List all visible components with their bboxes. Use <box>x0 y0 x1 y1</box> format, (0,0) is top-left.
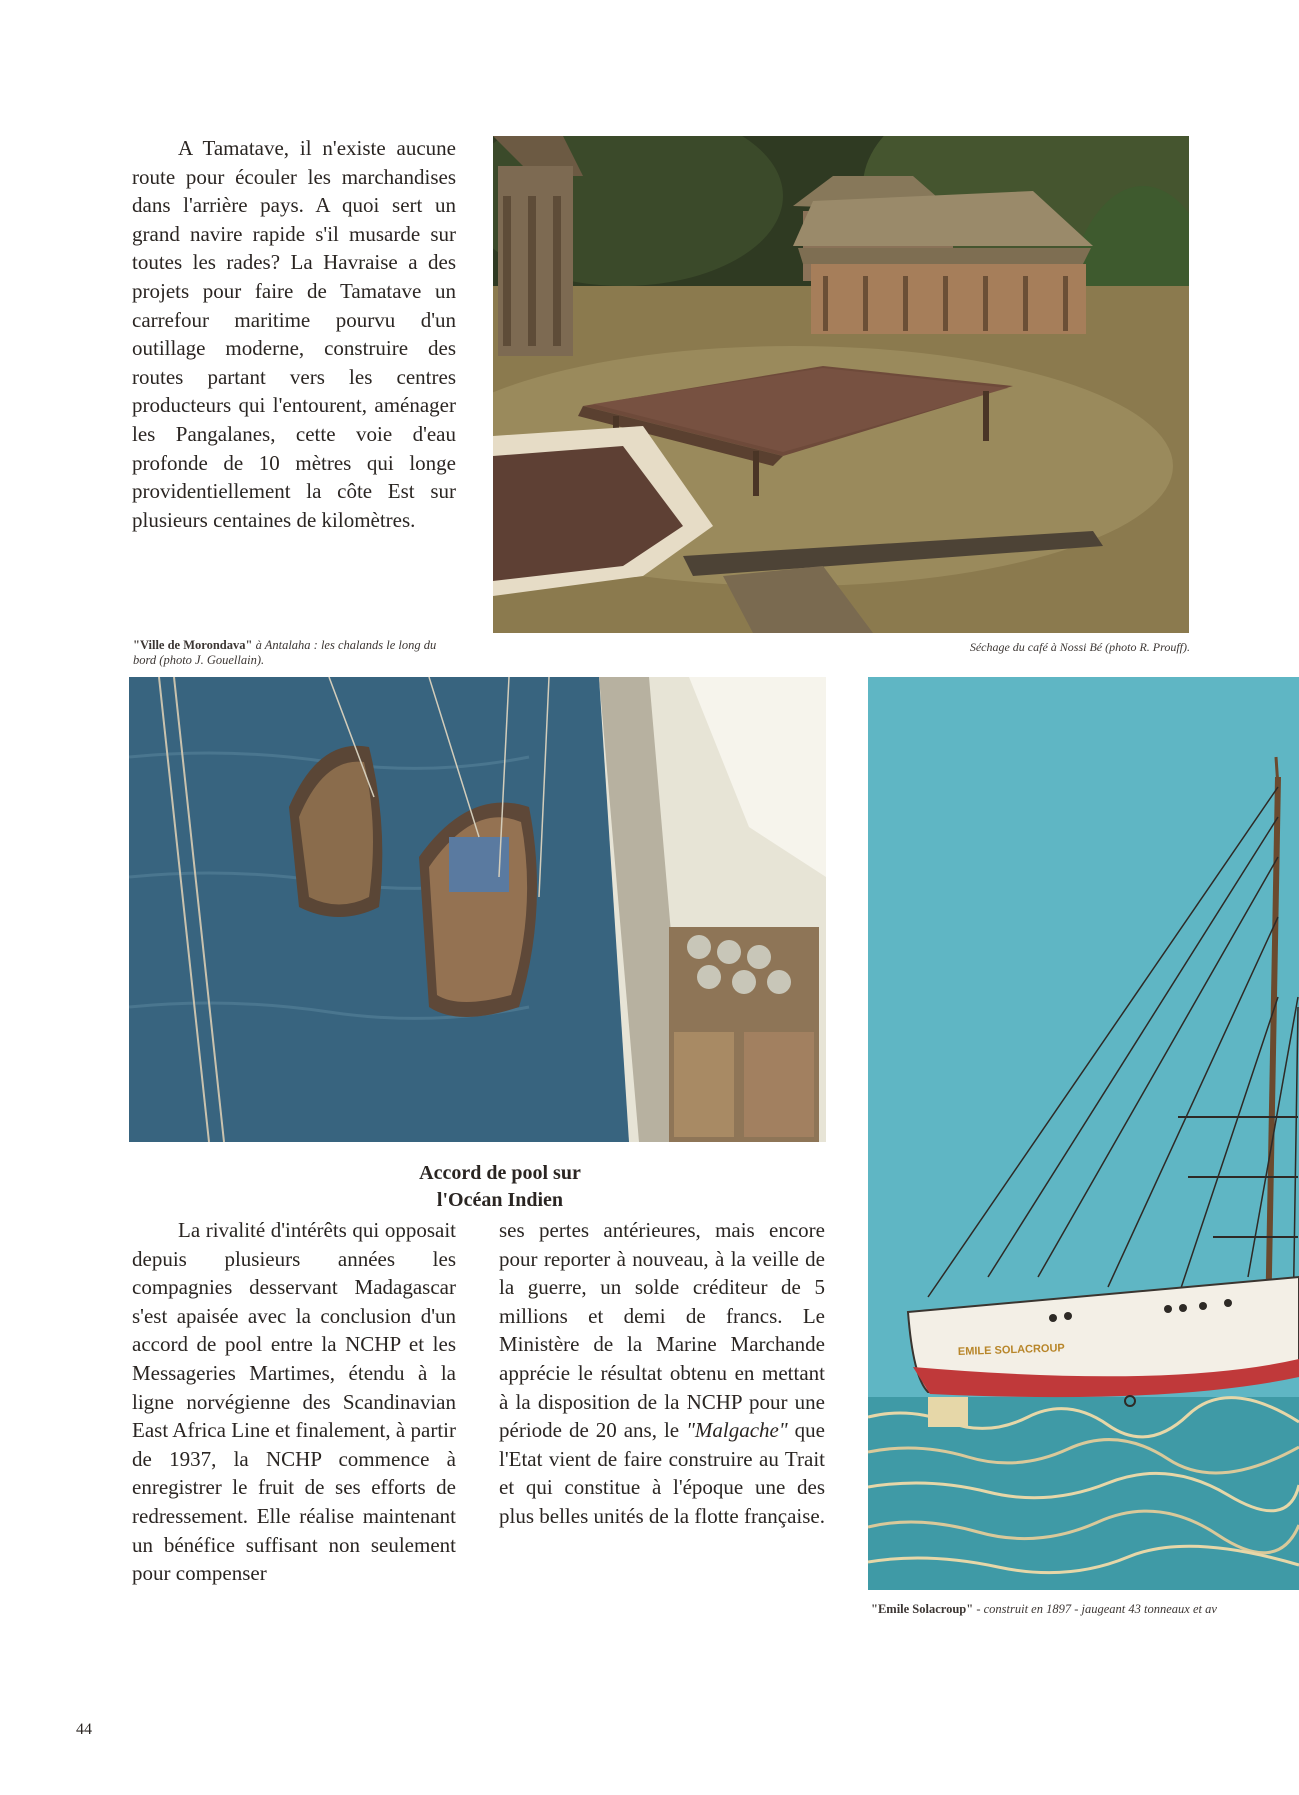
section-column-2 <box>499 1216 825 1531</box>
section-col1-text: La rivalité d'intérêts qui opposait depuis plusieurs années les compagnies desservant Madagascar s'est apaisée avec la conclusion d'un accord de pool entre la NCHP et les Messageries Martimes, étendu à la ligne norvégienne des Scandinavian East Africa Line et finalement, à partir de 1937, la NCHP commence à enregistrer le fruit de ses efforts de redressement. Elle réalise maintenant un bénéfice suffisant non seulement pour compenser <box>132 1218 456 1586</box>
intro-paragraph <box>132 134 456 534</box>
ship-hull-name: EMILE SOLACROUP <box>957 1342 1065 1358</box>
barges-illustration <box>129 677 826 1142</box>
section-col2-text-1: ses pertes antérieures, mais encore pour reporter à nouveau, à la veille de la guerre, un solde créditeur de 5 millions et demi de francs. Le Ministère de la Marine Marchande apprécie le résultat obtenu en mettant à la disposition de la NCHP pour une période de 20 ans, le <box>499 1218 825 1443</box>
coffee-photo-caption <box>880 640 1190 655</box>
sailing-ship-illustration <box>868 677 1299 1590</box>
coffee-drying-photo <box>493 136 1189 633</box>
barges-caption-title: "Ville de Morondava" <box>133 638 253 652</box>
section-col2-ship-name: "Malgache" <box>686 1418 788 1443</box>
section-heading <box>300 1160 700 1214</box>
barges-caption-text: à Antalaha : les chalands le long du bord (photo J. Gouellain). <box>133 638 437 667</box>
section-heading-line1: Accord de pool sur <box>419 1162 581 1184</box>
ship-caption-text: - construit en 1897 - jaugeant 43 tonneaux et av <box>973 1602 1217 1616</box>
emile-solacroup-painting <box>868 677 1299 1590</box>
coffee-drying-illustration <box>493 136 1189 633</box>
section-col2-text-2: que l'Etat vient de faire construire au Trait et qui constitue à l'époque une des plus belles unités de la flotte française. <box>499 1418 825 1528</box>
section-heading-line2: l'Océan Indien <box>436 1189 564 1211</box>
intro-text: A Tamatave, il n'existe aucune route pour écouler les marchandises dans l'arrière pays. A quoi sert un grand navire rapide s'il musarde sur toutes les rades? La Havraise a des projets pour faire de Tamatave un carrefour maritime pourvu d'un outillage moderne, construire des routes partant vers les centres producteurs qui l'entourent, aménager les Pangalanes, cette voie d'eau profonde de 10 mètres qui longe providentiellement la côte Est sur plusieurs centaines de kilomètres. <box>132 136 456 532</box>
barges-photo <box>129 677 826 1142</box>
section-col2-paragraph <box>499 1216 825 1531</box>
section-column-1 <box>132 1216 456 1588</box>
barges-photo-caption <box>133 638 453 668</box>
ship-caption-title: "Emile Solacroup" <box>871 1602 974 1616</box>
ship-painting-caption <box>871 1602 1299 1617</box>
coffee-caption-text: Séchage du café à Nossi Bé (photo R. Prouff). <box>969 640 1190 654</box>
page-number: 44 <box>76 1721 92 1738</box>
